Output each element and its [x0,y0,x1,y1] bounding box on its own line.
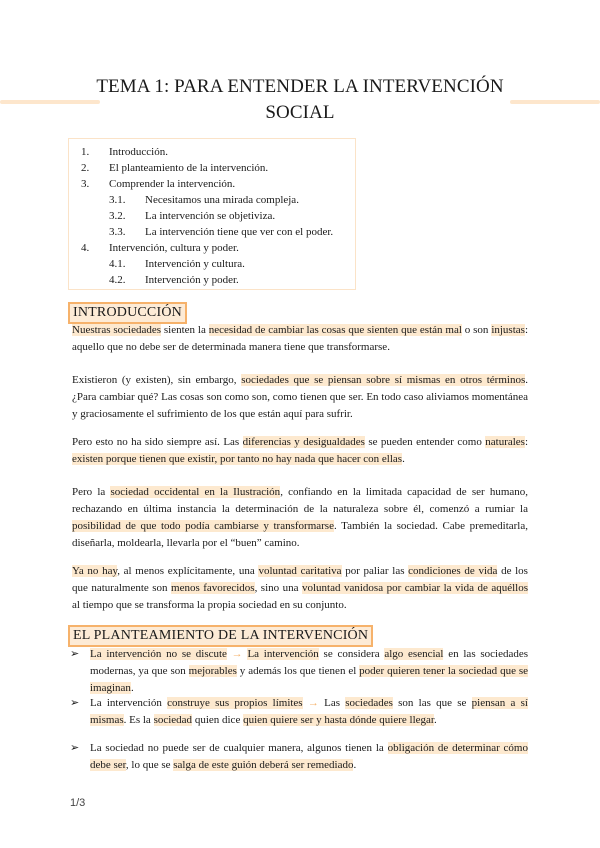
text-run: Pero esto no ha sido siempre así. Las [72,436,243,448]
highlighted-text: La intervención no se discute [90,648,227,660]
toc-text: Necesitamos una mirada compleja. [145,194,299,206]
text-run: . También la sociedad. Cabe premeditarla, diseñarla, moldearla, llevarla por el “buen” camino. [72,520,528,549]
toc-item [69,144,355,160]
bullet-text [90,697,528,726]
bullet-item [70,740,528,774]
text-run: o son [461,324,492,336]
toc-number: 1. [81,146,90,158]
highlighted-text: existen porque tienen que existir, por tanto no hay nada que hacer con ellas [72,453,403,465]
highlighted-text: Ya no hay [72,565,118,577]
highlighted-text: algo esencial [384,648,444,660]
text-run: son las que se [392,697,472,709]
highlighted-text: piensan a sí mismas [90,697,528,726]
highlighted-text: sociedades que se piensan sobre sí mismas en otros términos [241,374,526,386]
bullet-arrow-icon: ➢ [70,697,80,709]
highlighted-text: condiciones de vida [408,565,498,577]
page-title: TEMA 1: PARA ENTENDER LA INTERVENCIÓN SOCIAL [96,76,504,123]
toc-number: 3.2. [109,210,126,222]
toc-item [69,240,355,256]
section-heading-introduccion: INTRODUCCIÓN [68,302,187,324]
toc-number: 3. [81,178,90,190]
highlighted-text: menos favorecidos [171,582,255,594]
toc-number: 4.2. [109,274,126,286]
toc-item [69,176,355,192]
toc-text: El planteamiento de la intervención. [109,162,269,174]
text-run: . Es la [123,714,154,726]
text-run: sienten la [161,324,209,336]
highlighted-text: sociedad occidental en la Ilustración [110,486,281,498]
highlighted-text: voluntad vanidosa por cambiar la vida de aquéllos [302,582,528,594]
highlighted-text: mejorables [188,665,237,677]
highlighted-text: quien quiere ser y hasta dónde quiere llegar [243,714,434,726]
highlighted-text: Nuestras sociedades [72,324,162,336]
highlighted-text: poder quieren tener la sociedad que se imaginan [90,665,529,694]
toc-number: 3.3. [109,226,126,238]
highlighted-text: voluntad caritativa [258,565,342,577]
page-number: 1/3 [70,797,86,809]
bullet-item [70,646,529,697]
text-run: de los que naturalmente son [72,565,528,594]
paragraph [72,372,528,423]
toc-subitem [69,272,355,288]
text-run: al tiempo que se transforma la propia sociedad en su conjunto. [72,599,347,611]
text-run: . [353,759,357,771]
text-run: Las [324,697,346,709]
text-run: , al menos explícitamente, una [117,565,259,577]
text-run: : [524,436,529,448]
text-run: . ¿Para cambiar qué? Las cosas son como son, como tienen que ser. En todo caso aliviamos momentánea y graciosamente el sufrimiento de los que están aquí para sufrir. [72,374,528,420]
highlighted-text: posibilidad de que todo podía cambiarse y transformarse [72,520,334,532]
paragraph [72,434,528,468]
bullet-arrow-icon: ➢ [70,648,80,660]
toc-subitem [69,224,355,240]
toc-item [69,160,355,176]
section-heading-planteamiento: EL PLANTEAMIENTO DE LA INTERVENCIÓN [68,625,373,647]
toc-text: Introducción. [109,146,168,158]
toc-text: La intervención tiene que ver con el poder. [145,226,334,238]
toc-text: Intervención y cultura. [145,258,245,270]
text-run: La sociedad no puede ser de cualquier manera, algunos tienen la [90,742,388,754]
highlighted-text: necesidad de cambiar las cosas que sienten que están mal [208,324,462,336]
table-of-contents [68,138,356,290]
paragraph [72,322,528,356]
text-run: Pero la [72,486,111,498]
toc-text: La intervención se objetiviza. [145,210,276,222]
highlighted-text: sociedad [153,714,193,726]
highlighted-text: construye sus propios límites [167,697,303,709]
text-run: , lo que se [125,759,174,771]
text-run: , confiando en la limitada capacidad de ser humano, rechazando en última instancia la determinación de la naturaleza sobre él, comenzó a rumiar la [72,486,529,515]
paragraph [72,484,528,552]
toc-number: 3.1. [109,194,126,206]
toc-text: Intervención, cultura y poder. [109,242,239,254]
toc-subitem [69,256,355,272]
arrow-icon: → [302,697,325,709]
highlighted-text: injustas [491,324,525,336]
text-run: se considera [318,648,385,660]
bullet-item [70,695,528,729]
text-run: Existieron (y existen), sin embargo, [72,374,242,386]
bullet-text [90,648,528,694]
highlighted-text: diferencias y desigualdades [242,436,365,448]
toc-number: 4.1. [109,258,126,270]
text-run: se pueden entender como [364,436,486,448]
toc-subitem [69,208,355,224]
text-run: La intervención [90,697,168,709]
text-run: . [130,682,134,694]
paragraph [72,563,528,614]
text-run: : aquello que no debe ser de determinada manera tiene que transformarse. [72,324,528,353]
toc-text: Intervención y poder. [145,274,239,286]
text-run: quien dice [192,714,244,726]
text-run: y además los que tienen el [236,665,360,677]
highlighted-text: obligación de determinar cómo debe ser [90,742,528,771]
text-run: , sino una [254,582,302,594]
bullet-text [90,742,528,771]
highlighted-text: naturales [485,436,525,448]
text-run: . [433,714,437,726]
highlighted-text: La intervención [247,648,319,660]
text-run: en las sociedades modernas, ya que son [90,648,528,677]
highlighted-text: sociedades [345,697,393,709]
bullet-arrow-icon: ➢ [70,742,80,754]
toc-number: 4. [81,242,90,254]
toc-number: 2. [81,162,90,174]
highlighted-text: salga de este guión deberá ser remediado [173,759,354,771]
toc-subitem [69,192,355,208]
arrow-icon: → [226,648,248,660]
text-run: . [402,453,405,465]
toc-text: Comprender la intervención. [109,178,236,190]
text-run: por paliar las [341,565,409,577]
